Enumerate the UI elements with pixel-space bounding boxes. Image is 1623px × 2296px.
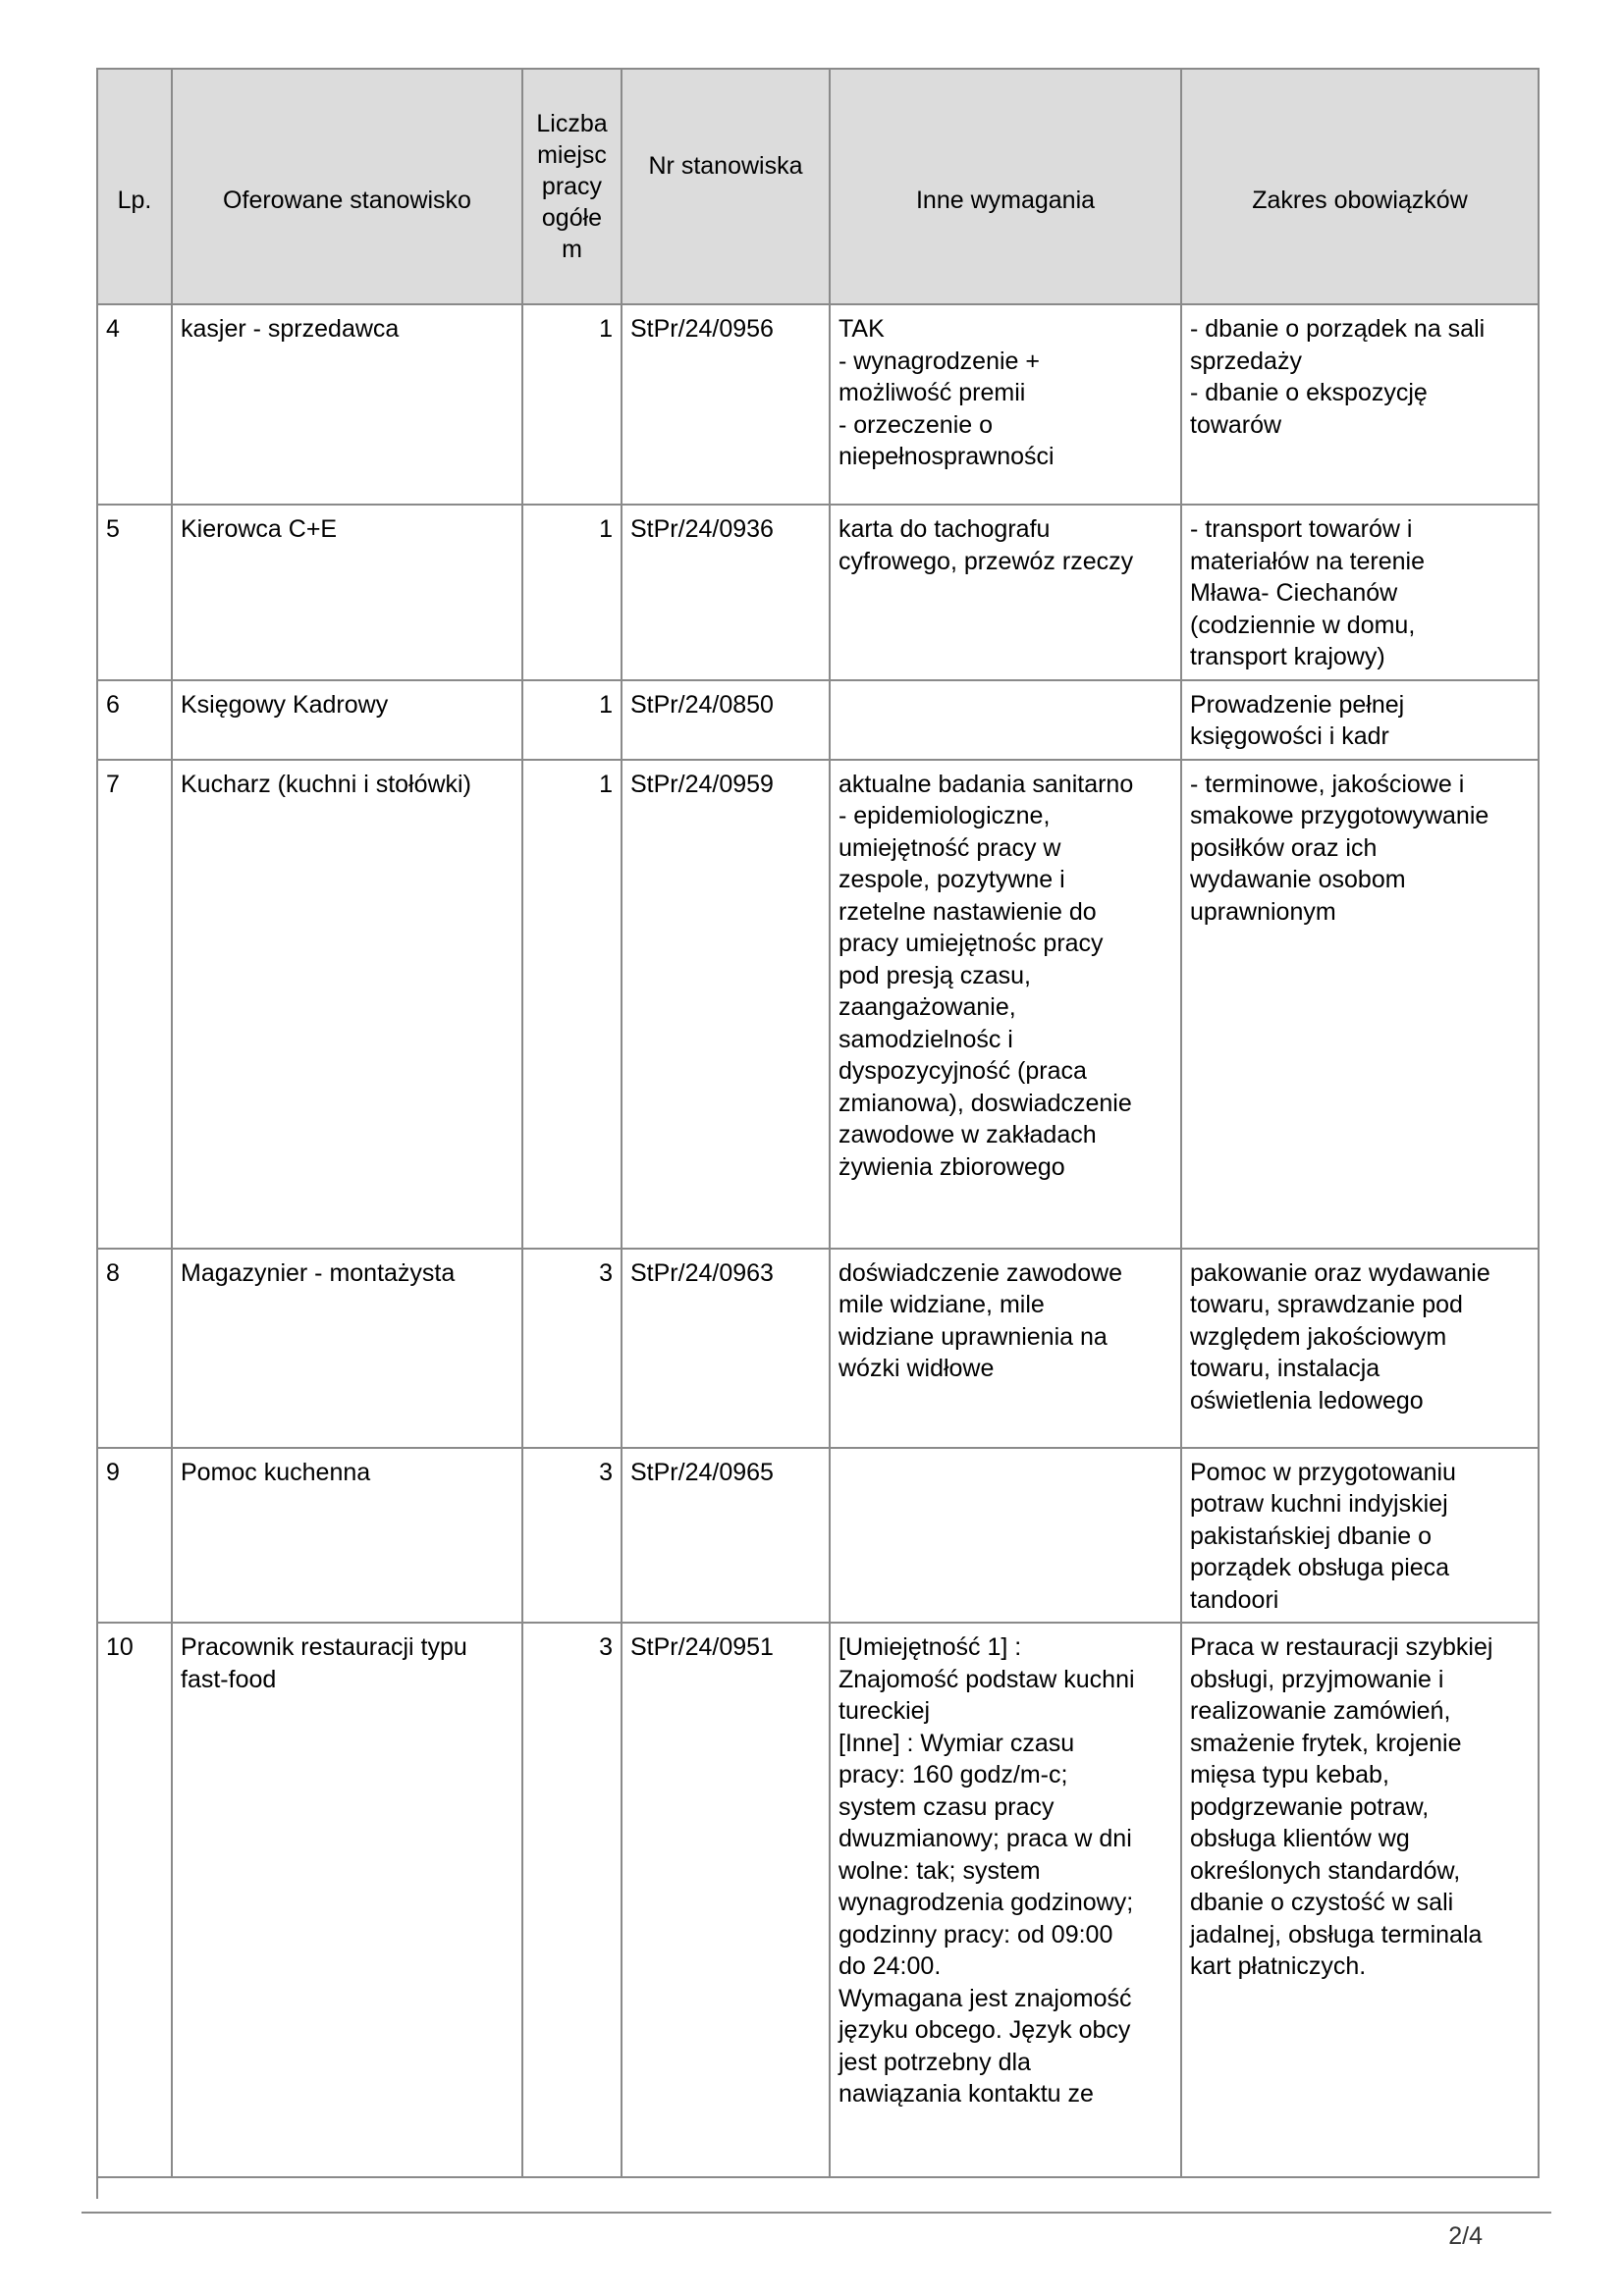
cell-requirements: karta do tachografu cyfrowego, przewóz rzeczy <box>830 505 1181 680</box>
cell-count: 3 <box>522 1249 622 1448</box>
cell-lp: 8 <box>97 1249 172 1448</box>
page-number: 2/4 <box>1448 2222 1483 2250</box>
cell-requirements <box>830 1448 1181 1624</box>
cell-duties: Praca w restauracji szybkiej obsługi, przyjmowanie i realizowanie zamówień, smażenie frytek, krojenie mięsa typu kebab, podgrzewanie potraw, obsługa klientów wg określonych standardów, dbanie o czystość w sali jadalnej, obsługa terminala kart płatniczych. <box>1181 1623 1539 2177</box>
cell-nr: StPr/24/0850 <box>622 680 830 760</box>
cell-nr: StPr/24/0956 <box>622 304 830 505</box>
cell-lp: 4 <box>97 304 172 505</box>
cell-requirements <box>830 680 1181 760</box>
cell-lp: 7 <box>97 760 172 1249</box>
header-duties: Zakres obowiązków <box>1181 69 1539 304</box>
cell-lp: 6 <box>97 680 172 760</box>
table-row <box>97 760 1539 1249</box>
table-continuation-row <box>97 2177 1539 2199</box>
cell-position: Kucharz (kuchni i stołówki) <box>172 760 522 1249</box>
cell-position: Pracownik restauracji typu fast-food <box>172 1623 522 2177</box>
table-row <box>97 505 1539 680</box>
cell-count: 3 <box>522 1448 622 1624</box>
cell-position: kasjer - sprzedawca <box>172 304 522 505</box>
header-nr: Nr stanowiska <box>622 69 830 304</box>
cell-count: 1 <box>522 680 622 760</box>
header-count-text: Liczba miejsc pracy ogółe m <box>536 110 608 263</box>
cell-duties: - transport towarów i materiałów na terenie Mława- Ciechanów (codziennie w domu, transport krajowy) <box>1181 505 1539 680</box>
cell-nr: StPr/24/0965 <box>622 1448 830 1624</box>
cell-requirements: [Umiejętność 1] : Znajomość podstaw kuchni tureckiej [Inne] : Wymiar czasu pracy: 160 godz/m-c; system czasu pracy dwuzmianowy; praca w dni wolne: tak; system wynagrodzenia godzinowy; godzinny pracy: od 09:00 do 24:00. Wymagana jest znajomość języku obcego. Język obcy jest potrzebny dla nawiązania kontaktu ze <box>830 1623 1181 2177</box>
header-requirements: Inne wymagania <box>830 69 1181 304</box>
footer-divider <box>81 2212 1551 2214</box>
cell-count: 1 <box>522 304 622 505</box>
header-lp: Lp. <box>97 69 172 304</box>
cell-duties: Prowadzenie pełnej księgowości i kadr <box>1181 680 1539 760</box>
table-row <box>97 1249 1539 1448</box>
cell-nr: StPr/24/0959 <box>622 760 830 1249</box>
table-row <box>97 1623 1539 2177</box>
cell-duties: - dbanie o porządek na sali sprzedaży - dbanie o ekspozycję towarów <box>1181 304 1539 505</box>
cell-lp: 9 <box>97 1448 172 1624</box>
table-header-row <box>97 69 1539 304</box>
header-count <box>522 69 622 304</box>
cell-nr: StPr/24/0951 <box>622 1623 830 2177</box>
cell-nr: StPr/24/0963 <box>622 1249 830 1448</box>
cell-position: Księgowy Kadrowy <box>172 680 522 760</box>
cell-nr: StPr/24/0936 <box>622 505 830 680</box>
cell-requirements: aktualne badania sanitarno - epidemiologiczne, umiejętność pracy w zespole, pozytywne i rzetelne nastawienie do pracy umiejętnośc pracy pod presją czasu, zaangażowanie, samodzielnośc i dyspozycyjność (praca zmianowa), doswiadczenie zawodowe w zakładach żywienia zbiorowego <box>830 760 1181 1249</box>
cell-count: 3 <box>522 1623 622 2177</box>
table-row <box>97 304 1539 505</box>
cell-duties: pakowanie oraz wydawanie towaru, sprawdzanie pod względem jakościowym towaru, instalacja oświetlenia ledowego <box>1181 1249 1539 1448</box>
cell-position: Magazynier - montażysta <box>172 1249 522 1448</box>
job-offers-table <box>96 68 1540 2199</box>
header-position: Oferowane stanowisko <box>172 69 522 304</box>
cell-duties: Pomoc w przygotowaniu potraw kuchni indyjskiej pakistańskiej dbanie o porządek obsługa pieca tandoori <box>1181 1448 1539 1624</box>
cell-lp: 10 <box>97 1623 172 2177</box>
cell-position: Kierowca C+E <box>172 505 522 680</box>
cell-position: Pomoc kuchenna <box>172 1448 522 1624</box>
cell-requirements: doświadczenie zawodowe mile widziane, mile widziane uprawnienia na wózki widłowe <box>830 1249 1181 1448</box>
cell-requirements: TAK - wynagrodzenie + możliwość premii - orzeczenie o niepełnosprawności <box>830 304 1181 505</box>
table-row <box>97 1448 1539 1624</box>
cell-duties: - terminowe, jakościowe i smakowe przygotowywanie posiłków oraz ich wydawanie osobom uprawnionym <box>1181 760 1539 1249</box>
cell-count: 1 <box>522 760 622 1249</box>
table-row <box>97 680 1539 760</box>
continuation-cell <box>97 2177 1539 2199</box>
cell-lp: 5 <box>97 505 172 680</box>
cell-count: 1 <box>522 505 622 680</box>
